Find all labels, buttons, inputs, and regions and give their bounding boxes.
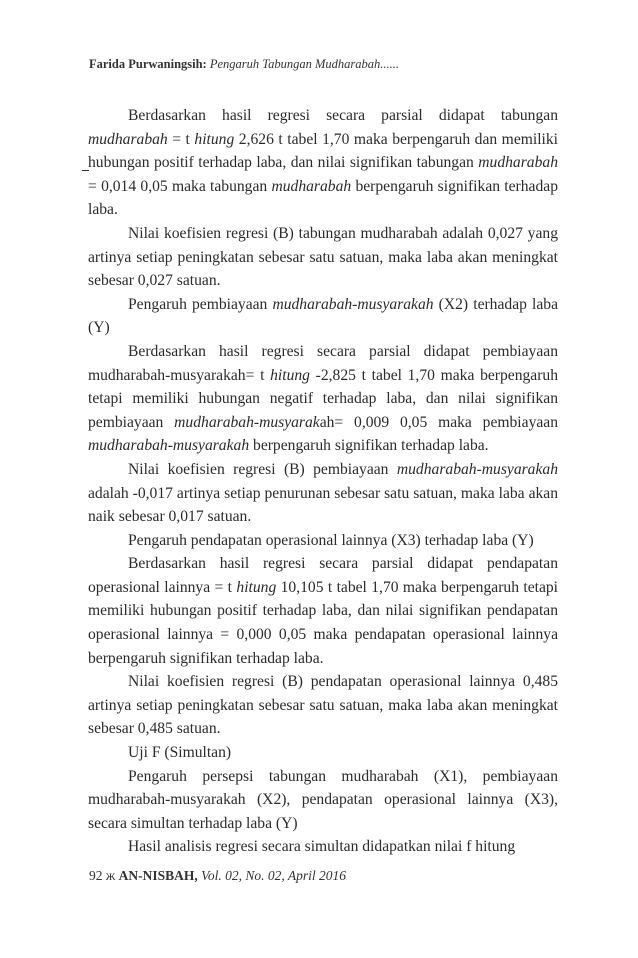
text-span: = 0,014 0,05 maka tabungan: [88, 177, 272, 195]
italic-term: mudharabah: [88, 130, 168, 148]
paragraph-6: Pengaruh pendapatan operasional lainnya (X3) terhadap laba (Y): [128, 531, 534, 549]
text-span: Pengaruh pembiayaan: [128, 295, 273, 313]
italic-term: hitung: [236, 578, 277, 596]
journal-name: AN-NISBAH,: [118, 868, 198, 883]
page-number: 92: [89, 868, 103, 883]
italic-term: mudharabah-musyarakah: [272, 295, 434, 313]
header-title: Pengaruh Tabungan Mudharabah......: [209, 57, 399, 71]
header-author: Farida Purwaningsih:: [89, 57, 207, 71]
italic-term: mudharabah-musyarak: [174, 413, 320, 431]
italic-term: mudharabah: [271, 177, 352, 195]
paragraph-7: [88, 552, 558, 670]
text-span: (X2) terhadap laba (Y): [88, 295, 558, 337]
journal-volume: Vol. 02, No. 02, April 2016: [201, 868, 346, 883]
text-span: Berdasarkan hasil regresi secara parsial didapat pembiayaan mudharabah-musyarakah= t: [88, 342, 558, 384]
italic-term: hitung: [194, 130, 235, 148]
paragraph-4: [88, 340, 558, 458]
text-span: ah= 0,009 0,05 maka pembiayaan: [319, 413, 558, 431]
paragraph-9: Uji F (Simultan): [128, 744, 232, 762]
text-span: berpengaruh signifikan terhadap laba.: [88, 177, 558, 219]
italic-term: mudharabah: [478, 154, 558, 172]
paragraph-8: Nilai koefisien regresi (B) pendapatan operasional lainnya 0,485 artinya setiap peningkatan sebesar satu satuan, maka laba akan meningkat sebesar 0,485 satuan.: [88, 673, 558, 738]
text-span: Nilai koefisien regresi (B) pembiayaan: [128, 460, 397, 478]
text-span: Berdasarkan hasil regresi secara parsial didapat pendapatan operasional lainnya = t: [88, 555, 558, 596]
text-span: 10,105 t tabel 1,70 maka berpengaruh tetapi memiliki hubungan positif terhadap laba, dan nilai signifikan pendapatan operasional lainnya = 0,000 0,05 maka pendapatan operasional lainnya berpengaruh signifikan terhadap laba.: [88, 578, 558, 667]
paragraph-2: Nilai koefisien regresi (B) tabungan mudharabah adalah 0,027 yang artinya setiap peningkatan sebesar satu satuan, maka laba akan meningkat sebesar 0,027 satuan.: [88, 224, 558, 290]
text-span: Berdasarkan hasil regresi secara parsial didapat tabungan: [128, 107, 558, 124]
text-span: = t: [167, 130, 195, 148]
paragraph-1: [88, 104, 558, 222]
text-span: berpengaruh signifikan terhadap laba.: [249, 437, 489, 455]
running-header: [89, 57, 399, 72]
italic-term: hitung: [270, 366, 310, 384]
text-span: -2,825 t tabel 1,70 maka berpengaruh tetapi memiliki hubungan negatif terhadap laba, dan nilai signifikan pembiayaan: [88, 366, 558, 431]
paragraph-3: [88, 293, 558, 340]
text-span: 2,626 t tabel 1,70 maka berpengaruh dan memiliki hubungan positif terhadap laba, dan nilai signifikan tabungan: [88, 130, 558, 172]
paragraph-10: Pengaruh persepsi tabungan mudharabah (X1), pembiayaan mudharabah-musyarakah (X2), pendapatan operasional lainnya (X3), secara simultan terhadap laba (Y): [88, 767, 558, 832]
paragraph-5: [88, 458, 558, 529]
text-span: adalah -0,017 artinya setiap penurunan sebesar satu satuan, maka laba akan naik sebesar 0,017 satuan.: [88, 484, 558, 526]
paragraph-11: Hasil analisis regresi secara simultan didapatkan nilai f hitung: [128, 838, 516, 856]
body-text: [88, 104, 558, 859]
footer-separator: ж: [105, 868, 116, 883]
italic-term: mudharabah-musyarakah: [396, 460, 558, 478]
page-footer: [89, 868, 346, 884]
italic-term: mudharabah-musyarakah: [88, 437, 250, 455]
